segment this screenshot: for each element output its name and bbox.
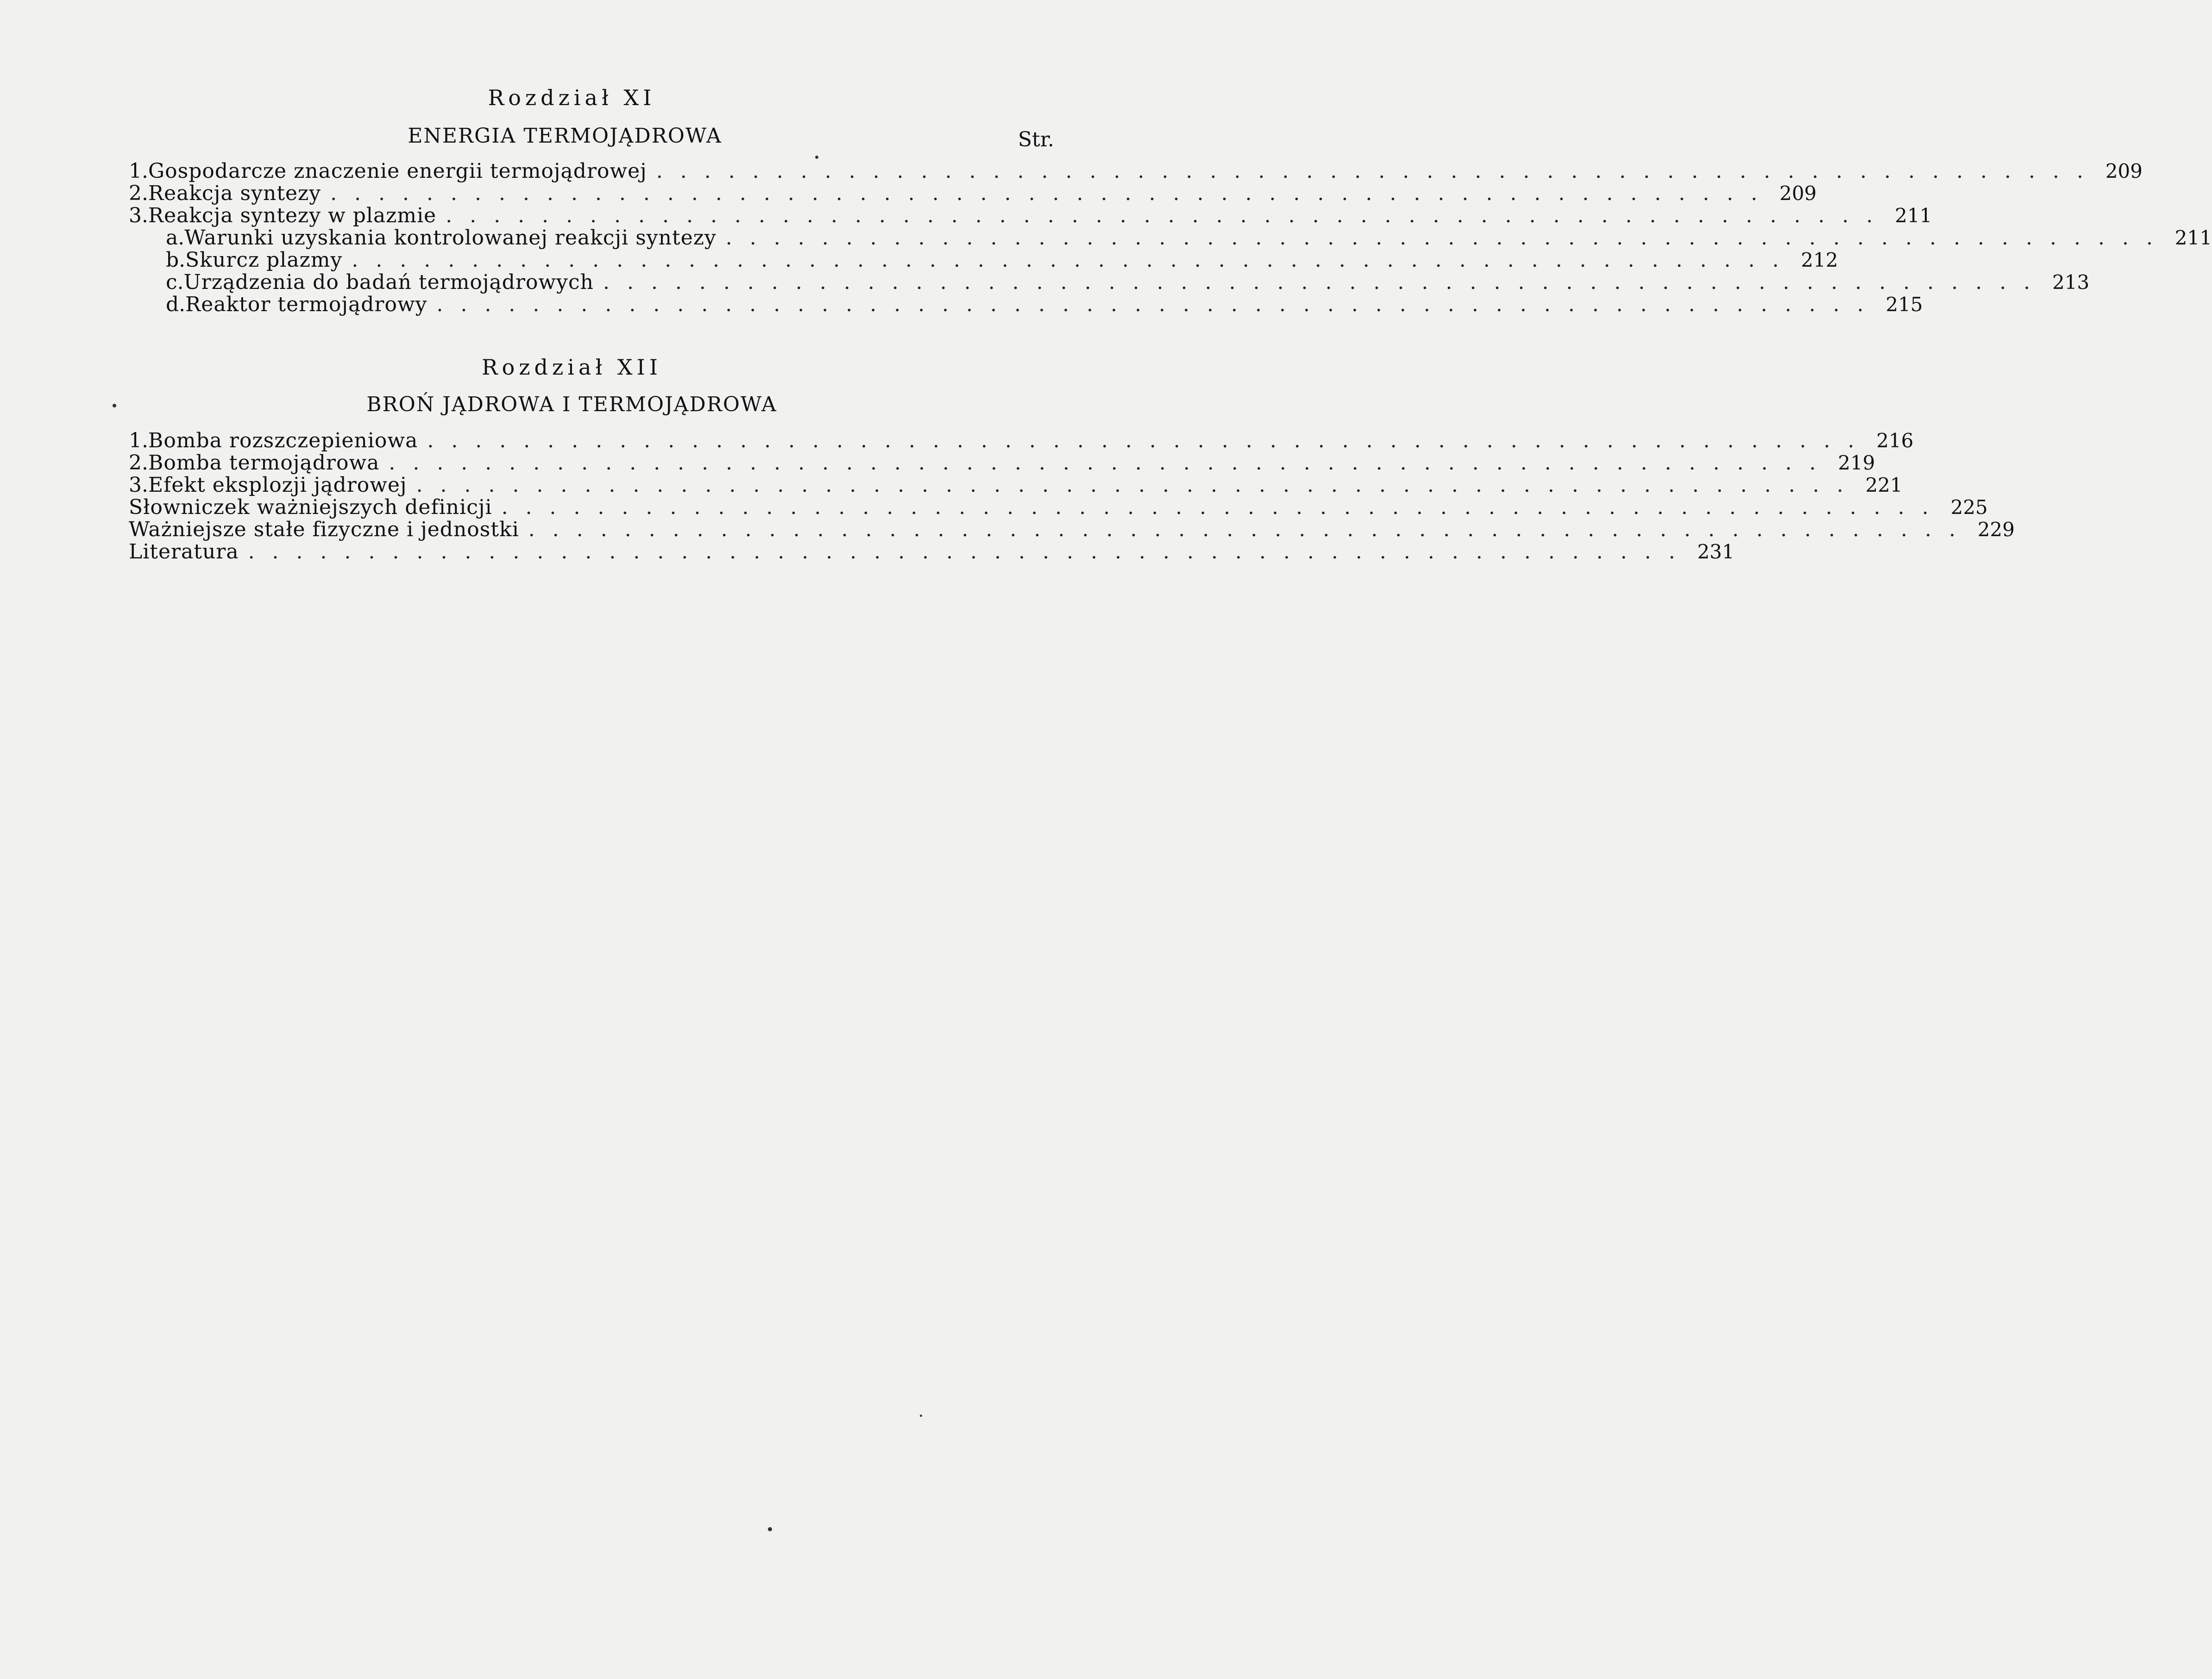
- entry-title: Skurcz plazmy: [185, 248, 343, 272]
- toc-entry: [129, 451, 1875, 475]
- entry-title: Gospodarcze znaczenie energii termojądrowej: [148, 159, 647, 183]
- entry-page-number: 225: [1950, 496, 1988, 519]
- toc-entry: [129, 473, 1903, 497]
- entry-page-number: 209: [2105, 160, 2143, 182]
- entry-number: 1.: [129, 429, 148, 452]
- toc-entry: [129, 204, 1932, 227]
- chapter-title: ENERGIA TERMOJĄDROWA: [408, 124, 722, 148]
- toc-subentry: [129, 293, 1923, 316]
- entry-title: Bomba termojądrowa: [148, 451, 380, 475]
- toc-entry: [129, 495, 1988, 519]
- entry-title: Bomba rozszczepieniowa: [148, 429, 418, 452]
- page-column-header: Str.: [1018, 128, 1055, 151]
- entry-title: Reakcja syntezy: [148, 182, 321, 205]
- dot-leader: ............................................................: [501, 495, 1946, 519]
- toc-subentry: [129, 248, 1838, 272]
- entry-page-number: 219: [1838, 451, 1875, 474]
- chapter-label: Rozdział XII: [481, 355, 662, 380]
- entry-page-number: 215: [1885, 293, 1923, 316]
- entry-page-number: 229: [1977, 518, 2015, 541]
- scan-speck: [920, 1415, 922, 1417]
- entry-title: Warunki uzyskania kontrolowanej reakcji syntezy: [184, 226, 716, 250]
- entry-title: Urządzenia do badań termojądrowych: [183, 270, 594, 294]
- dot-leader: ............................................................: [330, 182, 1775, 205]
- entry-number: 3.: [129, 473, 148, 497]
- dot-leader: ............................................................: [725, 226, 2170, 250]
- entry-number: 3.: [129, 204, 148, 227]
- entry-title: Reakcja syntezy w plazmie: [148, 204, 437, 227]
- toc-entry: [129, 182, 1817, 205]
- entry-number: 2.: [129, 182, 148, 205]
- entry-number: 2.: [129, 451, 148, 475]
- entry-number: 1.: [129, 159, 148, 183]
- entry-title: Ważniejsze stałe fizyczne i jednostki: [129, 518, 519, 541]
- scan-speck: [768, 1527, 772, 1531]
- entry-page-number: 209: [1779, 182, 1817, 205]
- entry-page-number: 211: [1895, 204, 1932, 227]
- entry-page-number: 213: [2052, 271, 2090, 294]
- scan-speck: [815, 156, 818, 159]
- dot-leader: ............................................................: [248, 540, 1693, 564]
- dot-leader: ............................................................: [352, 248, 1797, 272]
- entry-number: c.: [166, 270, 184, 294]
- dot-leader: ............................................................: [528, 518, 1973, 541]
- entry-page-number: 221: [1865, 474, 1903, 496]
- entry-page-number: 212: [1801, 249, 1838, 271]
- dot-leader: ............................................................: [603, 270, 2048, 294]
- entry-page-number: 231: [1697, 540, 1734, 563]
- toc-entry: [129, 429, 1914, 452]
- chapter-label: Rozdział XI: [488, 85, 656, 110]
- entry-page-number: 216: [1876, 429, 1914, 452]
- dot-leader: ............................................................: [436, 293, 1881, 316]
- entry-number: d.: [166, 293, 186, 316]
- scan-speck: [113, 404, 116, 407]
- entry-page-number: 211: [2174, 226, 2212, 249]
- toc-entry: [129, 159, 2143, 183]
- toc-section-chapter-xii: [129, 429, 2015, 564]
- toc-subentry: [129, 226, 2212, 250]
- toc-entry: [129, 518, 2015, 541]
- entry-title: Słowniczek ważniejszych definicji: [129, 495, 492, 519]
- dot-leader: ............................................................: [446, 204, 1891, 227]
- chapter-title: BROŃ JĄDROWA I TERMOJĄDROWA: [366, 393, 777, 416]
- dot-leader: ............................................................: [427, 429, 1872, 452]
- entry-title: Efekt eksplozji jądrowej: [148, 473, 407, 497]
- entry-number: b.: [166, 248, 186, 272]
- toc-entry: [129, 540, 1734, 564]
- toc-subentry: [129, 270, 2090, 294]
- toc-section-chapter-xi: [129, 159, 2212, 316]
- dot-leader: ............................................................: [416, 473, 1861, 497]
- entry-number: a.: [166, 226, 185, 250]
- entry-title: Literatura: [129, 540, 239, 564]
- entry-title: Reaktor termojądrowy: [185, 293, 427, 316]
- dot-leader: ............................................................: [389, 451, 1834, 475]
- dot-leader: ............................................................: [656, 159, 2101, 183]
